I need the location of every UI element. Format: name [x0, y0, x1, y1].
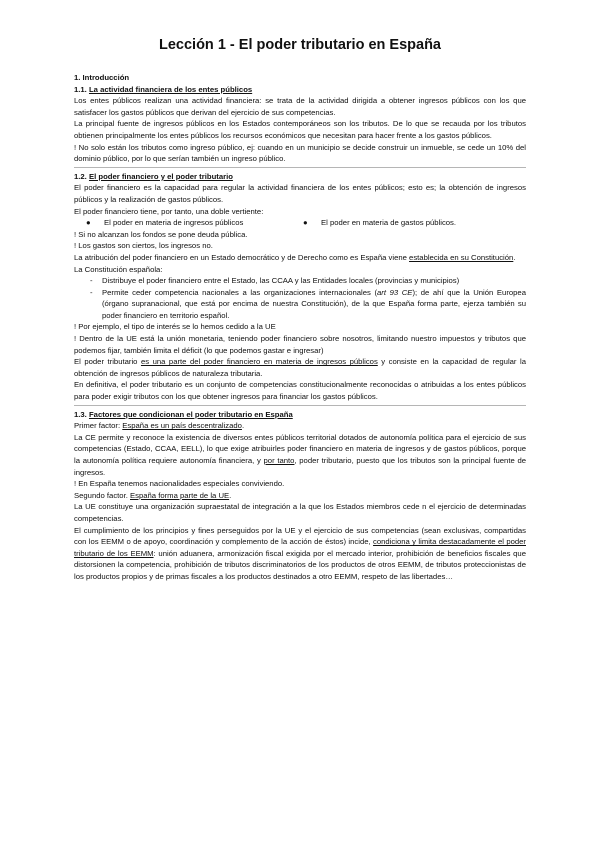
note-paragraph: ! Por ejemplo, el tipo de interés se lo hemos cedido a la UE [74, 322, 276, 332]
list-item-text: El poder en materia de ingresos públicos [104, 218, 244, 228]
text-run: . [513, 252, 516, 262]
text-run: Permite ceder competencia nacionales a las organizaciones internacionales ( [102, 287, 378, 297]
text-run: ); de ahí que la Unión Europea (órgano supranacional, que está por encima de nuestra Constitución), de la que España forma parte, ejerza también su poder financiero en territorio español. [102, 287, 526, 320]
note-paragraph: ! Dentro de la UE está la unión monetaria, teniendo poder financiero sobre nosotros, limitando nuestro impuestos y tributos que podemos fijar, también limita el déficit (lo que podemos gastar e ingresar) [74, 334, 526, 355]
text-run: . [241, 421, 245, 431]
underlined-text: España forma parte de la UE [130, 490, 230, 500]
document-body [74, 72, 526, 583]
bullet-icon: ● [303, 218, 308, 228]
subsection-title: La actividad financiera de los entes públicos [88, 84, 253, 94]
subsection-heading-1-2 [74, 171, 526, 183]
paragraph: La UE constituye una organización supraestatal de integración a la que los Estados miembros cede n el ejercicio de determinadas competencias. [74, 502, 526, 523]
note-paragraph: ! No solo están los tributos como ingreso público, ej: cuando en un municipio se decide construir un inmueble, se cede un 10% del dominio público, por lo que serían también un ingreso público. [74, 142, 526, 164]
subsection-title: Factores que condicionan el poder tributario en España [88, 409, 293, 419]
dash-list-item [74, 287, 526, 322]
list-item-text [102, 287, 526, 322]
underlined-text: establecida en su Constitución [409, 252, 514, 262]
paragraph [74, 525, 526, 583]
note-paragraph: ! Si no alcanzan los fondos se pone deuda pública. [74, 229, 248, 239]
factor-heading [74, 490, 526, 502]
paragraph: El poder financiero tiene, por tanto, una doble vertiente: [74, 206, 264, 216]
paragraph [74, 432, 526, 478]
paragraph: En definitiva, el poder tributario es un conjunto de competencias constitucionalmente reconocidas o atribuidas a los entes públicos para poder exigir tributos con los que obtener ingresos para financiar los gastos públicos. [74, 380, 526, 402]
paragraph: La Constitución española: [74, 264, 163, 274]
text-run: La CE permite y reconoce la existencia de diversos entes públicos territorial dotados de autonomía política para el ejercicio de sus competencias (Estado, CCAA, EELL), lo que exige atribuirles poder financiero en materia de ingresos y de gastos públicos, porque la autonomía política requiere autonomía financiera, y [74, 432, 526, 465]
text-run: , poder tributario, puesto que los tributos son la principal fuente de ingresos. [74, 456, 526, 477]
list-item-text: Distribuye el poder financiero entre el Estado, las CCAA y las Entidades locales (provincias y municipios) [102, 276, 460, 286]
underlined-text: condiciona y limita destacadamente el poder tributario de los EEMM [74, 537, 526, 558]
bullet-list [74, 217, 526, 229]
bullet-icon: ● [86, 218, 91, 228]
dash-marker: - [90, 287, 93, 297]
underlined-text: es una parte del poder financiero en materia de ingresos públicos [140, 357, 378, 367]
text-run: y consiste en la capacidad de regular la obtención de ingresos públicos de naturaleza tributaria. [74, 357, 526, 378]
page-title: Lección 1 - El poder tributario en España [159, 37, 441, 53]
italic-text: art 93 CE [377, 287, 413, 297]
list-item-text: El poder en materia de gastos públicos. [321, 218, 457, 228]
section-divider [74, 167, 526, 168]
subsection-number: 1.1. [74, 84, 89, 94]
section-heading-introduccion: 1. Introducción [74, 73, 130, 82]
paragraph [74, 356, 526, 379]
text-run: Primer factor: [74, 421, 123, 431]
paragraph: La principal fuente de ingresos públicos en los Estados contemporáneos son los tributos. De lo que se recauda por los tributos obtienen principalmente los entes públicos los recursos económicos que necesitan para hacer frente a los gastos públicos. [74, 119, 526, 140]
subsection-number: 1.3. [74, 409, 89, 419]
subsection-heading-1-3 [74, 409, 526, 421]
text-run: : unión aduanera, armonización fiscal exigida por el mercado interior, prohibición de beneficios fiscales que distorsionen la competencia, prohibición de tributos discriminatorios de los productos de otros EEMM, de tributos proteccionistas de los productos propios y de primas fiscales a los productos destinados a otro EEMM, respeto de las libertades… [74, 548, 526, 581]
text-run: La atribución del poder financiero en un Estado democrático y de Derecho como es España viene [74, 252, 410, 262]
underlined-text: por tanto [263, 456, 295, 465]
underlined-text: España es un país descentralizado [122, 421, 242, 431]
dash-marker: - [90, 276, 93, 286]
subsection-title: El poder financiero y el poder tributario [88, 171, 233, 181]
text-run: El poder tributario [74, 357, 141, 367]
note-paragraph: ! Los gastos son ciertos, los ingresos no. [74, 241, 213, 251]
text-run: . [229, 490, 232, 500]
paragraph [74, 252, 526, 264]
factor-heading [74, 420, 526, 432]
paragraph: El poder financiero es la capacidad para regular la actividad financiera de los entes públicos; esto es; la obtención de ingresos públicos y la realización de gastos públicos. [74, 183, 526, 204]
note-paragraph: ! En España tenemos nacionalidades especiales conviviendo. [74, 479, 285, 489]
subsection-heading-1-1 [74, 84, 526, 96]
subsection-number: 1.2. [74, 171, 89, 181]
text-run: Segundo factor. [74, 490, 130, 500]
paragraph: Los entes públicos realizan una actividad financiera: se trata de la actividad dirigida a obtener ingresos públicos con los que satisfacer los gastos públicos que derivan del ejercicio de sus competencias. [74, 96, 526, 117]
text-run: El cumplimiento de los principios y fines perseguidos por la UE y el ejercicio de sus competencias (sean exclusivas, compartidas con los EEMM o de apoyo, coordinación y complemento de la acción de éstos) incide, [74, 525, 526, 547]
dash-list-item [74, 275, 526, 287]
section-divider [74, 405, 526, 406]
list-item [291, 217, 508, 229]
list-item [74, 217, 291, 229]
